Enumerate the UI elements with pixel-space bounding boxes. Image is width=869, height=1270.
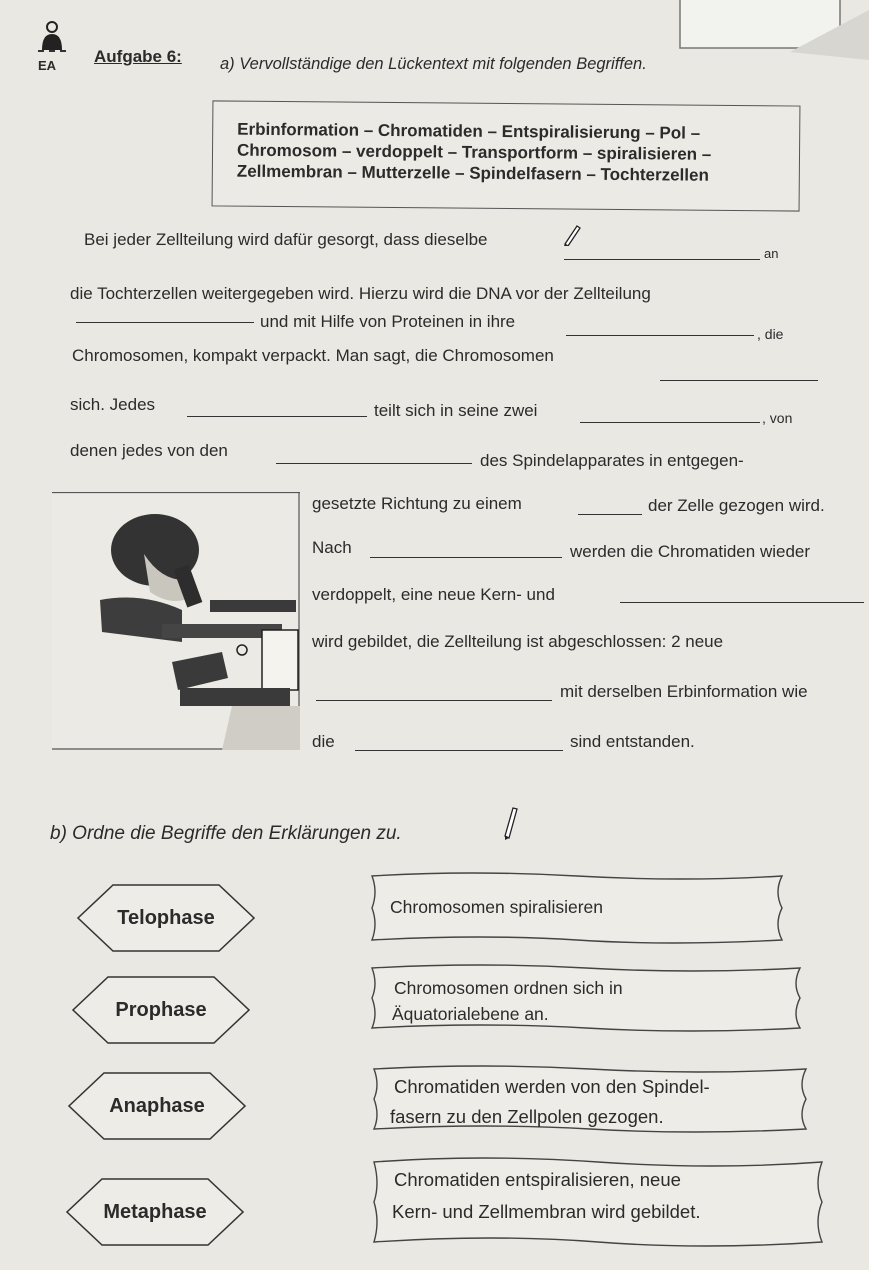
- blank-5[interactable]: [187, 402, 367, 417]
- explanation-1[interactable]: Chromosomen spiralisieren: [370, 872, 784, 944]
- part-b-instruction: b) Ordne die Begriffe den Erklärungen zu.: [50, 823, 402, 844]
- phase-anaphase[interactable]: Anaphase: [68, 1072, 246, 1140]
- word-bank: [212, 100, 801, 211]
- task-label: Aufgabe 6:: [94, 47, 182, 66]
- student-icon: [38, 20, 66, 50]
- pencil-icon: [561, 224, 581, 246]
- blank-11[interactable]: [316, 686, 552, 701]
- explanation-4[interactable]: Chromatiden entspiralisieren, neue Kern- und Zellmembran wird gebildet.: [372, 1156, 824, 1248]
- blank-12[interactable]: [355, 736, 563, 751]
- blank-4[interactable]: [660, 366, 818, 381]
- blank-6[interactable]: [580, 408, 760, 423]
- icon-dashes: [38, 50, 66, 52]
- explanation-3[interactable]: Chromatiden werden von den Spindel- fasern zu den Zellpolen gezogen.: [372, 1065, 808, 1133]
- cloze-line-6a: denen jedes von den: [70, 441, 228, 460]
- cloze-line-12b: sind entstanden.: [570, 732, 695, 751]
- cloze-line-4: Chromosomen, kompakt verpackt. Man sagt, die Chromosomen: [72, 346, 554, 365]
- blank-3[interactable]: [566, 321, 754, 336]
- cloze-line-11: mit derselben Erbinformation wie: [560, 682, 808, 701]
- blank-10[interactable]: [620, 588, 864, 603]
- cloze-line-12a: die: [312, 732, 335, 751]
- blank-9[interactable]: [370, 543, 562, 558]
- microscope-photo: [52, 492, 300, 750]
- explanation-2[interactable]: Chromosomen ordnen sich in Äquatorialebene an.: [370, 964, 802, 1032]
- pencil-icon: [499, 806, 521, 840]
- blank-2[interactable]: [76, 308, 254, 323]
- page-corner-decoration: [640, 0, 869, 60]
- cloze-line-5-end: , von: [762, 410, 793, 426]
- blank-1[interactable]: [564, 245, 760, 260]
- cloze-line-10: wird gebildet, die Zellteilung ist abgeschlossen: 2 neue: [312, 632, 724, 651]
- cloze-line-1: Bei jeder Zellteilung wird dafür gesorgt, dass dieselbe: [84, 230, 488, 249]
- phase-prophase[interactable]: Prophase: [72, 976, 250, 1044]
- icon-label: EA: [38, 58, 57, 73]
- cloze-line-5b: teilt sich in seine zwei: [374, 401, 538, 420]
- cloze-line-1-end: an: [764, 246, 779, 261]
- word-bank-line: Zellmembran – Mutterzelle – Spindelfasern – Tochterzellen: [236, 161, 709, 185]
- blank-7[interactable]: [276, 449, 472, 464]
- phase-metaphase[interactable]: Metaphase: [66, 1178, 244, 1246]
- word-bank-line: Chromosom – verdoppelt – Transportform – spiralisieren –: [236, 140, 712, 164]
- cloze-line-8a: Nach: [312, 538, 352, 557]
- cloze-line-3-end: , die: [757, 326, 784, 342]
- phase-telophase[interactable]: Telophase: [77, 884, 255, 952]
- cloze-line-7a: gesetzte Richtung zu einem: [312, 494, 522, 513]
- cloze-line-3: und mit Hilfe von Proteinen in ihre: [260, 312, 516, 331]
- cloze-line-2: die Tochterzellen weitergegeben wird. Hierzu wird die DNA vor der Zellteilung: [70, 284, 651, 303]
- cloze-line-7b: der Zelle gezogen wird.: [648, 496, 825, 515]
- cloze-line-9: verdoppelt, eine neue Kern- und: [312, 585, 555, 604]
- cloze-line-6b: des Spindelapparates in entgegen-: [480, 451, 744, 470]
- word-bank-line: Erbinformation – Chromatiden – Entspiralisierung – Pol –: [237, 119, 701, 143]
- blank-8[interactable]: [578, 500, 642, 515]
- part-a-instruction: a) Vervollständige den Lückentext mit folgenden Begriffen.: [220, 55, 647, 73]
- cloze-line-5a: sich. Jedes: [70, 395, 156, 414]
- cloze-line-8b: werden die Chromatiden wieder: [570, 542, 811, 561]
